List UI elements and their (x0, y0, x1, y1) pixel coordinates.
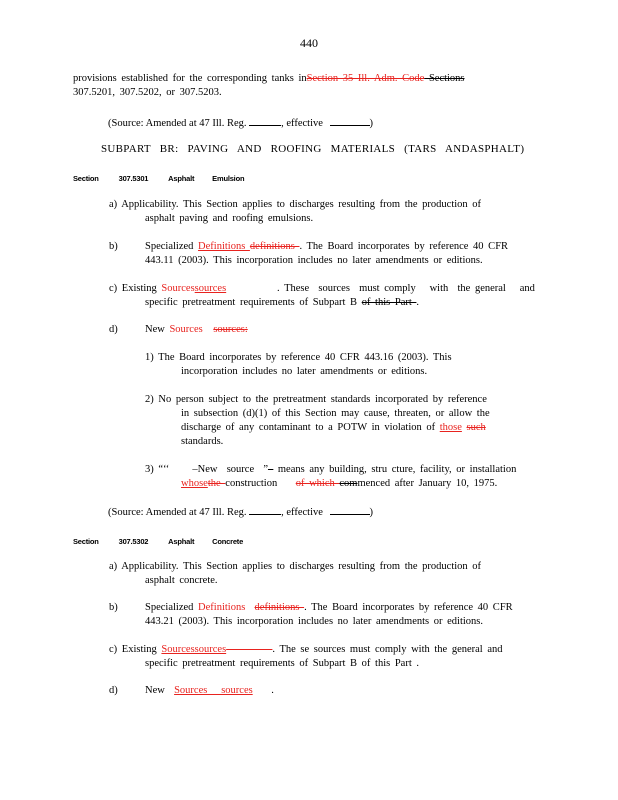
c-period: . (416, 297, 420, 308)
b-text: Specialized (145, 602, 199, 613)
para-a-line-1: a) Applicability. This Section applies to discharges resulting from the production of (109, 199, 482, 210)
subpart-heading: SUBPART BR: PAVING AND ROOFING MATERIALS (TARS ANDASPHALT) (101, 143, 525, 155)
inserted-text: Sourcessources (161, 644, 227, 655)
para-c-line-2 (145, 296, 419, 310)
section-title-1: Asphalt (168, 537, 195, 546)
intro-text: provisions established for the corresponding tanks in (73, 73, 307, 84)
deleted-text: – (268, 464, 274, 475)
deleted-text: definitions (249, 241, 300, 252)
source-close: ) (369, 507, 374, 518)
inserted-text: Sources sources (174, 685, 253, 696)
para-d3-line-2 (181, 477, 497, 491)
section-number: 307.5302 (118, 537, 149, 546)
para-d2-line-4: standards. (181, 436, 224, 447)
deleted-text-2: of which (295, 478, 340, 489)
deleted-text-3: com (339, 478, 358, 489)
inserted-text: those (439, 422, 462, 433)
inserted-text: whose (181, 478, 208, 489)
para-d2-line-2: in subsection (d)(1) of this Section may cause, threaten, or allow the (181, 408, 490, 419)
para-d1-line-1: 1) The Board incorporates by reference 40 CFR 443.16 (2003). This (145, 352, 452, 363)
c-text-2: . The se sources must comply with the general and (272, 644, 503, 655)
s2-para-b-line-1 (145, 601, 513, 615)
deleted-text: Sections (424, 73, 465, 84)
d-period: . (252, 685, 274, 696)
intro-line-1 (73, 72, 465, 86)
d2-text: discharge of any contaminant to a POTW in violation of (181, 422, 440, 433)
para-a-line-2: asphalt paving and roofing emulsions. (145, 213, 314, 224)
deleted-space (226, 644, 272, 655)
para-d2-line-3 (181, 421, 486, 435)
d-text: New (145, 324, 170, 335)
s2-para-c-line-1 (109, 643, 503, 657)
c-text-2: . These sources must comply with the general and (226, 283, 535, 294)
para-d2-line-1: 2) No person subject to the pretreatment standards incorporated by reference (145, 394, 487, 405)
section-label: Section (73, 537, 99, 546)
s2-para-a-line-1: a) Applicability. This Section applies to discharges resulting from the production of (109, 561, 482, 572)
inserted-text: Definitions (198, 241, 250, 252)
para-d1-line-2: incorporation includes no later amendments or editions. (181, 366, 428, 377)
deleted-colon: : (244, 324, 248, 335)
source-text: (Source: Amended at 47 Ill. Reg. (108, 507, 247, 518)
b-text-2: . The Board incorporates by reference 40 CFR (299, 241, 509, 252)
intro-line-2: 307.5201, 307.5202, or 307.5203. (73, 87, 222, 98)
s2-para-d-line (145, 684, 274, 698)
d3-text-3: construction (225, 478, 296, 489)
b-text: Specialized (145, 241, 199, 252)
effective-label: , effective (281, 118, 323, 129)
para-b-line-1 (145, 240, 508, 254)
section-title-1: Asphalt (168, 174, 195, 183)
d3-text-2: means any building, stru cture, facility, or installation (277, 464, 517, 475)
para-b-line-2: 443.11 (2003). This incorporation includes no later amendments or editions. (145, 255, 483, 266)
source-close: ) (369, 118, 374, 129)
section-heading-5302 (73, 535, 243, 549)
deleted-text: sources (213, 324, 245, 335)
b-text-2: . The Board incorporates by reference 40 CFR (304, 602, 513, 613)
deleted-text: of this Part (361, 297, 417, 308)
c-text-3: specific pretreatment requirements of Subpart B (145, 297, 362, 308)
effective-label: , effective (281, 507, 323, 518)
section-heading-5301 (73, 172, 244, 186)
para-c-line-1 (109, 282, 535, 296)
para-d-line (145, 323, 248, 337)
para-b-label: b) (109, 241, 118, 252)
d3-text: 3) “‘‘ –New source ” (145, 464, 269, 475)
inserted-text: Definitions (198, 602, 246, 613)
section-title-2: Emulsion (212, 174, 245, 183)
inserted-text: Section 35 Ill. Adm. Code (306, 73, 425, 84)
deleted-text: definitions (254, 602, 305, 613)
source-note-2 (108, 505, 373, 520)
inserted-text: Sources (169, 324, 203, 335)
b-space (245, 602, 254, 613)
section-number: 307.5301 (118, 174, 149, 183)
inserted-text: Sources (161, 283, 195, 294)
section-label: Section (73, 174, 99, 183)
effective-blank (330, 505, 370, 515)
inserted-text-2: sources (194, 283, 227, 294)
c-text: c) Existing (109, 283, 162, 294)
s2-para-b-line-2: 443.21 (2003). This incorporation includes no later amendments or editions. (145, 616, 483, 627)
reg-blank (249, 116, 281, 126)
source-note-1 (108, 116, 373, 131)
s2-para-b-label: b) (109, 602, 118, 613)
s2-para-a-line-2: asphalt concrete. (145, 575, 218, 586)
deleted-text: the (207, 478, 226, 489)
deleted-text: such (466, 422, 486, 433)
section-title-2: Concrete (212, 537, 244, 546)
reg-blank (249, 505, 281, 515)
c-text: c) Existing (109, 644, 162, 655)
para-d-label: d) (109, 324, 118, 335)
s2-para-c-line-2: specific pretreatment requirements of Subpart B of this Part . (145, 658, 420, 669)
d-text: New (145, 685, 175, 696)
page-number: 440 (300, 36, 318, 50)
para-d3-line-1 (145, 463, 516, 477)
effective-blank (330, 116, 370, 126)
s2-para-d-label: d) (109, 685, 118, 696)
d3-text-4: menced after January 10, 1975. (357, 478, 498, 489)
source-text: (Source: Amended at 47 Ill. Reg. (108, 118, 247, 129)
